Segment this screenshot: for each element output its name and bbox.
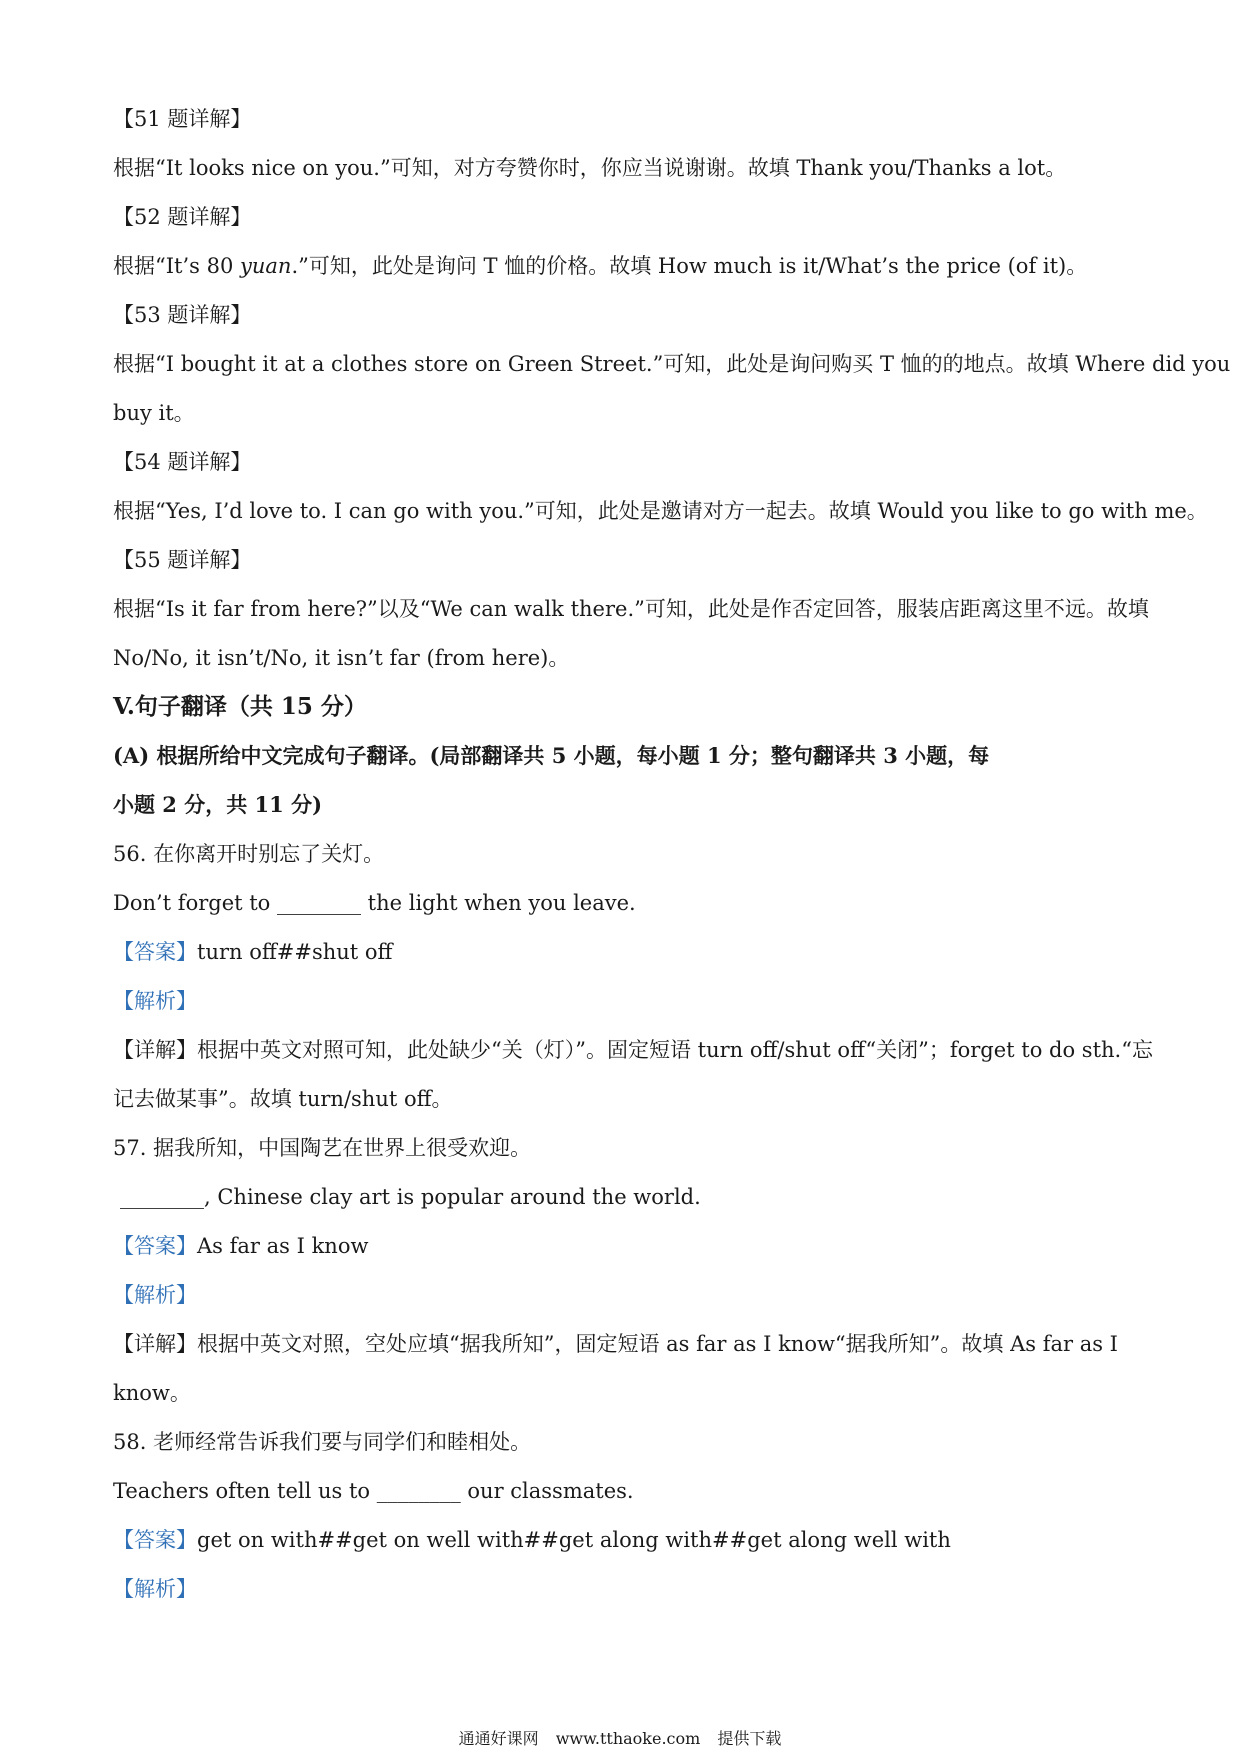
q58-prompt: 58. 老师经常告诉我们要与同学们和睦相处。 xyxy=(113,1430,532,1454)
q57-prompt: 57. 据我所知，中国陶艺在世界上很受欢迎。 xyxy=(113,1136,532,1160)
section-title: V.句子翻译（共 15 分） xyxy=(113,693,367,720)
q53-heading: 【53 题详解】 xyxy=(113,303,252,327)
q56-answer: 【答案】turn off##shut off xyxy=(113,940,393,964)
answer-tag: 【答案】 xyxy=(113,1528,197,1552)
q56-sentence: Don’t forget to ________ the light when you leave. xyxy=(113,891,636,915)
q58-sentence: Teachers often tell us to ________ our classmates. xyxy=(113,1479,634,1503)
answer-tag: 【答案】 xyxy=(113,940,197,964)
q55-explanation: 根据“Is it far from here?”以及“We can walk there.”可知，此处是作否定回答，服装店距离这里不远。故填 xyxy=(113,597,1149,621)
q57-sentence: ________, Chinese clay art is popular around the world. xyxy=(120,1185,701,1209)
q57-detail-cont: know。 xyxy=(113,1381,191,1405)
q56-detail: 【详解】根据中英文对照可知，此处缺少“关（灯）”。固定短语 turn off/shut off“关闭”；forget to do sth.“忘 xyxy=(113,1038,1153,1062)
footer-note: 提供下载 xyxy=(717,1729,782,1748)
q52-heading: 【52 题详解】 xyxy=(113,205,252,229)
q53-explanation: 根据“I bought it at a clothes store on Green Street.”可知，此处是询问购买 T 恤的的地点。故填 Where did you xyxy=(113,352,1231,376)
q55-heading: 【55 题详解】 xyxy=(113,548,252,572)
q56-detail-cont: 记去做某事”。故填 turn/shut off。 xyxy=(113,1087,453,1111)
q58-answer: 【答案】get on with##get on well with##get along with##get along well with xyxy=(113,1528,951,1552)
footer-url[interactable]: www.tthaoke.com xyxy=(555,1729,701,1748)
q55-explanation-cont: No/No, it isn’t/No, it isn’t far (from here)。 xyxy=(113,646,570,670)
q54-heading: 【54 题详解】 xyxy=(113,450,252,474)
part-a-instructions: (A) 根据所给中文完成句子翻译。(局部翻译共 5 小题，每小题 1 分；整句翻译共 3 小题，每 xyxy=(113,743,990,768)
q51-explanation: 根据“It looks nice on you.”可知，对方夸赞你时，你应当说谢谢。故填 Thank you/Thanks a lot。 xyxy=(113,156,1067,180)
q57-answer: 【答案】As far as I know xyxy=(113,1234,369,1258)
q56-analysis-tag: 【解析】 xyxy=(113,989,197,1013)
q51-heading: 【51 题详解】 xyxy=(113,107,252,131)
q52-explanation: 根据“It’s 80 yuan.”可知，此处是询问 T 恤的价格。故填 How much is it/What’s the price (of it)。 xyxy=(113,254,1088,278)
q58-analysis-tag: 【解析】 xyxy=(113,1577,197,1601)
q54-explanation: 根据“Yes, I’d love to. I can go with you.”可知，此处是邀请对方一起去。故填 Would you like to go with me。 xyxy=(113,499,1208,523)
footer-site-name: 通通好课网 xyxy=(458,1729,539,1748)
q53-explanation-cont: buy it。 xyxy=(113,401,195,425)
q56-prompt: 56. 在你离开时别忘了关灯。 xyxy=(113,842,385,866)
q57-analysis-tag: 【解析】 xyxy=(113,1283,197,1307)
part-a-instructions-cont: 小题 2 分，共 11 分) xyxy=(113,792,323,817)
q57-detail: 【详解】根据中英文对照，空处应填“据我所知”，固定短语 as far as I know“据我所知”。故填 As far as I xyxy=(113,1332,1118,1356)
page-footer xyxy=(0,1728,1240,1750)
answer-tag: 【答案】 xyxy=(113,1234,197,1258)
